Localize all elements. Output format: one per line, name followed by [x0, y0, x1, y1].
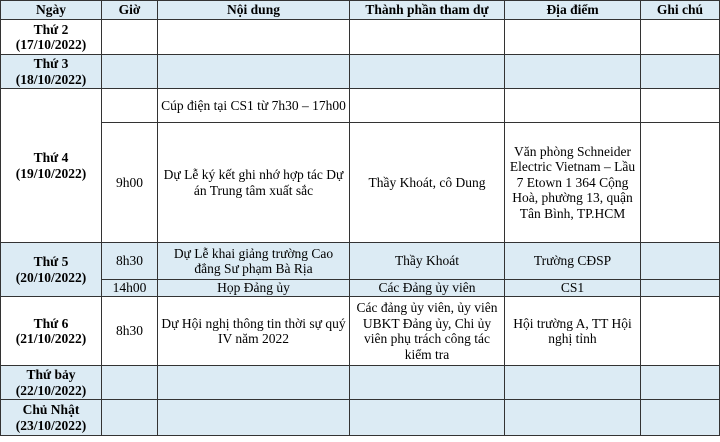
note-cell [641, 366, 720, 400]
day-name: Chủ Nhật [22, 402, 80, 417]
location-cell [505, 55, 641, 89]
content-cell: Dự Lễ khai giảng trường Cao đẳng Sư phạm Bà Rịa [158, 243, 350, 280]
table-row [1, 55, 720, 89]
day-cell [1, 20, 102, 55]
time-cell: 8h30 [102, 243, 158, 280]
content-cell: Cúp điện tại CS1 từ 7h30 – 17h00 [158, 89, 350, 123]
header-note: Ghi chú [641, 1, 720, 20]
day-cell [1, 366, 102, 400]
content-cell: Dự Hội nghị thông tin thời sự quý IV năm 2022 [158, 297, 350, 366]
day-date: (22/10/2022) [15, 382, 87, 398]
day-name: Thứ 2 [33, 21, 69, 37]
time-cell: 9h00 [102, 123, 158, 243]
day-date: (23/10/2022) [15, 417, 87, 433]
table-row [1, 123, 720, 243]
header-participants: Thành phần tham dự [350, 1, 505, 20]
time-cell [102, 400, 158, 436]
day-cell [1, 297, 102, 366]
table-row [1, 297, 720, 366]
participants-cell [350, 55, 505, 89]
header-content: Nội dung [158, 1, 350, 20]
day-name: Thứ 5 [33, 254, 69, 269]
time-cell: 8h30 [102, 297, 158, 366]
table-row [1, 280, 720, 297]
day-date: (18/10/2022) [15, 71, 87, 87]
time-cell [102, 55, 158, 89]
content-cell [158, 20, 350, 55]
content-cell [158, 366, 350, 400]
header-time: Giờ [102, 1, 158, 20]
participants-cell [350, 20, 505, 55]
table-row [1, 366, 720, 400]
location-cell: CS1 [505, 280, 641, 297]
day-name: Thứ bảy [26, 367, 76, 382]
header-row [1, 1, 720, 20]
table-row [1, 20, 720, 55]
note-cell [641, 297, 720, 366]
location-cell [505, 20, 641, 55]
header-location: Địa điểm [505, 1, 641, 20]
participants-cell: Thầy Khoát, cô Dung [350, 123, 505, 243]
participants-cell: Các đảng ủy viên, ủy viên UBKT Đảng ủy, Chi ủy viên phụ trách công tác kiểm tra [350, 297, 505, 366]
day-date: (19/10/2022) [15, 165, 87, 181]
note-cell [641, 89, 720, 123]
participants-cell [350, 89, 505, 123]
day-name: Thứ 6 [33, 315, 69, 331]
day-name: Thứ 3 [33, 56, 69, 71]
time-cell [102, 20, 158, 55]
day-cell [1, 55, 102, 89]
day-cell [1, 89, 102, 243]
participants-cell: Các Đảng ủy viên [350, 280, 505, 297]
note-cell [641, 20, 720, 55]
participants-cell [350, 400, 505, 436]
day-date: (20/10/2022) [15, 269, 87, 285]
location-cell: Trường CĐSP [505, 243, 641, 280]
content-cell: Họp Đảng ủy [158, 280, 350, 297]
day-date: (21/10/2022) [15, 331, 87, 346]
note-cell [641, 280, 720, 297]
note-cell [641, 400, 720, 436]
table-row [1, 243, 720, 280]
day-date: (17/10/2022) [15, 37, 87, 52]
note-cell [641, 243, 720, 280]
day-name: Thứ 4 [33, 150, 69, 165]
time-cell: 14h00 [102, 280, 158, 297]
note-cell [641, 55, 720, 89]
day-cell [1, 243, 102, 297]
content-cell [158, 55, 350, 89]
location-cell: Hội trường A, TT Hội nghị tỉnh [505, 297, 641, 366]
location-cell [505, 400, 641, 436]
content-cell: Dự Lễ ký kết ghi nhớ hợp tác Dự án Trung tâm xuất sắc [158, 123, 350, 243]
note-cell [641, 123, 720, 243]
participants-cell: Thầy Khoát [350, 243, 505, 280]
table-row [1, 89, 720, 123]
table-row [1, 400, 720, 436]
location-cell: Văn phòng Schneider Electric Vietnam – Lầu 7 Etown 1 364 Cộng Hoà, phường 13, quận Tân Bình, TP.HCM [505, 123, 641, 243]
location-cell [505, 366, 641, 400]
time-cell [102, 89, 158, 123]
day-cell [1, 400, 102, 436]
content-cell [158, 400, 350, 436]
location-cell [505, 89, 641, 123]
time-cell [102, 366, 158, 400]
participants-cell [350, 366, 505, 400]
header-day: Ngày [1, 1, 102, 20]
